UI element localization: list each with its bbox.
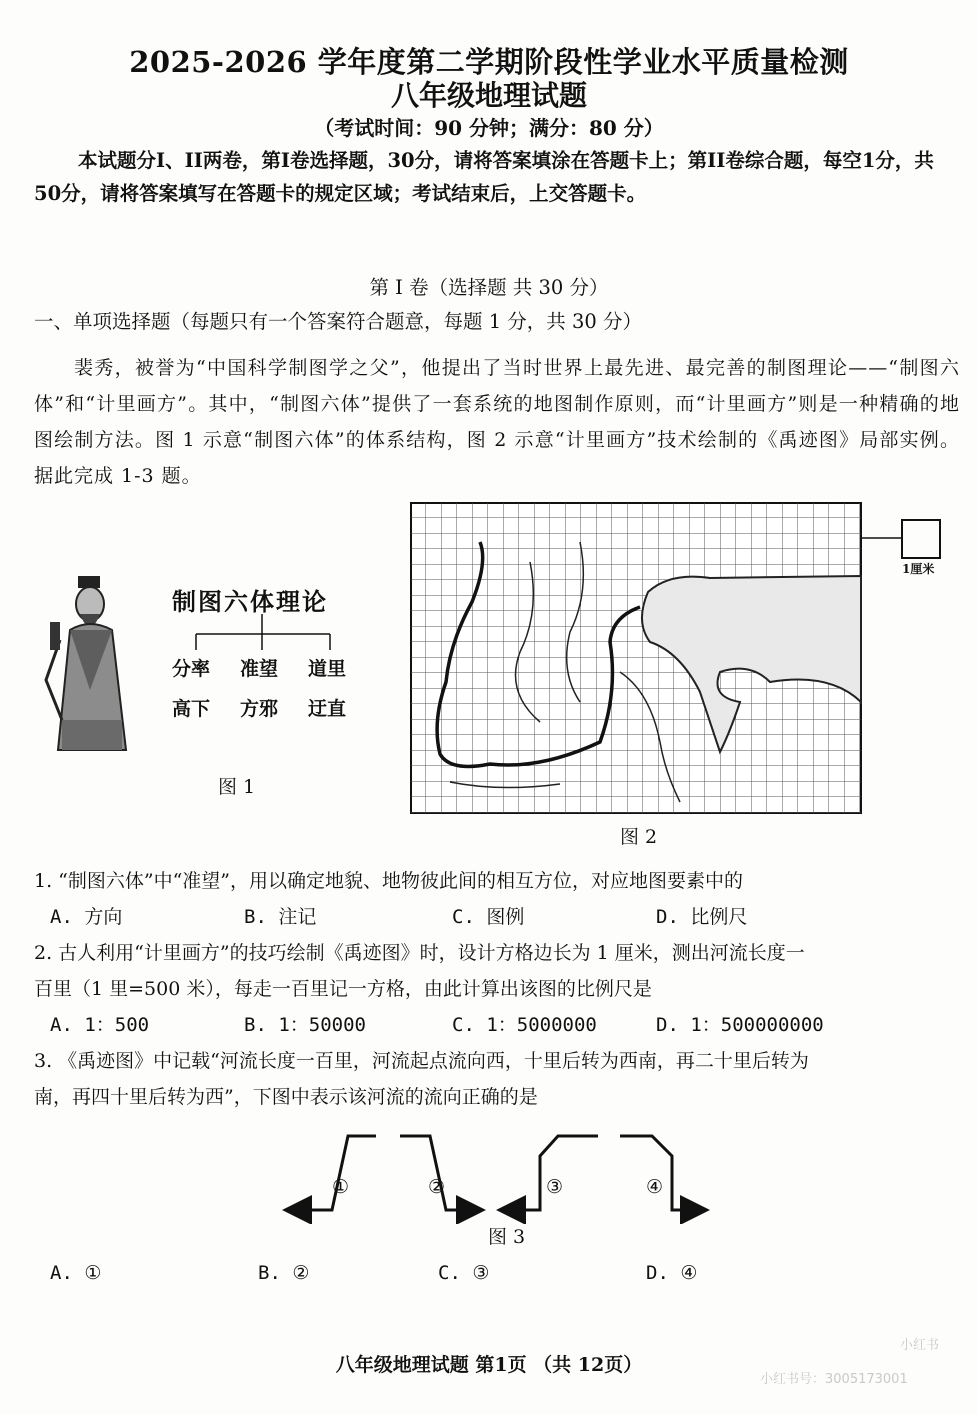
q2-option-b: B. 1：50000	[244, 1014, 366, 1036]
figure3-caption: 图 3	[488, 1226, 526, 1248]
river-path-3	[502, 1136, 598, 1210]
exam-title: 2025-2026 学年度第二学期阶段性学业水平质量检测	[129, 45, 849, 79]
q1-option-c: C. 图例	[452, 906, 525, 928]
q3-option-a: A. ①	[50, 1262, 102, 1284]
river-path-1	[288, 1136, 376, 1210]
section-title: 第 I 卷（选择题 共 30 分）	[369, 276, 609, 299]
exam-info: （考试时间：90 分钟；满分：80 分）	[314, 116, 664, 140]
exam-instructions: 本试题分I、II两卷，第I卷选择题，30分，请将答案填涂在答题卡上；第II卷综合题，每空1分，共50分，请将答案填写在答题卡的规定区域；考试结束后，上交答题卡。	[34, 149, 934, 205]
map-scale-label: 1厘米	[902, 562, 935, 576]
watermark-logo: 小红书	[900, 1338, 940, 1353]
q2-option-a: A. 1：500	[50, 1014, 150, 1036]
watermark-id: 小红书号：3005173001	[760, 1372, 908, 1387]
theory-item: 高下	[172, 698, 211, 720]
q3-option-d: D. ④	[646, 1262, 698, 1284]
yuji-map	[410, 502, 862, 814]
exam-subject-title: 八年级地理试题	[390, 79, 587, 112]
question-3-stem-line1: 3. 《禹迹图》中记载“河流长度一百里，河流起点流向西，十里后转为西南，再二十里后转为	[34, 1050, 809, 1072]
theory-item: 方邪	[240, 698, 279, 720]
theory-item: 迂直	[308, 698, 347, 720]
q1-option-a: A. 方向	[50, 906, 123, 928]
q1-option-b: B. 注记	[244, 906, 317, 928]
diagram-label-4: ④	[646, 1176, 664, 1198]
figure1-caption: 图 1	[218, 776, 256, 798]
q2-option-c: C. 1：5000000	[452, 1014, 597, 1036]
theory-item: 分率	[172, 658, 211, 680]
q3-option-c: C. ③	[438, 1262, 490, 1284]
theory-item: 道里	[308, 658, 347, 680]
pei-xiu-portrait	[40, 570, 140, 760]
question-2-stem-line1: 2. 古人利用“计里画方”的技巧绘制《禹迹图》时，设计方格边长为 1 厘米，测出河流长度一	[34, 942, 805, 964]
diagram-label-2: ②	[428, 1176, 446, 1198]
theory-title: 制图六体理论	[172, 588, 328, 616]
question-1-stem: 1. “制图六体”中“准望”，用以确定地貌、地物彼此间的相互方位，对应地图要素中的	[34, 870, 744, 892]
figure2-caption: 图 2	[620, 826, 658, 848]
reading-passage: 裴秀，被誉为“中国科学制图学之父”，他提出了当时世界上最先进、最完善的制图理论——“制图六体”和“计里画方”。其中，“制图六体”提供了一套系统的地图制作原则，而“计里画方”则是一种精确的地图绘制方法。图 1 示意“制图六体”的体系结构，图 2 示意“计里画方”技术绘制的《禹迹图》局部实例。据此完成 1-3 题。	[34, 357, 960, 487]
section-heading: 一、单项选择题（每题只有一个答案符合题意，每题 1 分，共 30 分）	[34, 310, 643, 333]
q3-option-b: B. ②	[258, 1262, 310, 1284]
theory-tree-lines	[190, 614, 350, 654]
q2-option-d: D. 1：500000000	[656, 1014, 824, 1036]
question-2-stem-line2: 百里（1 里=500 米），每走一百里记一方格，由此计算出该图的比例尺是	[34, 978, 652, 1000]
diagram-label-1: ①	[332, 1176, 350, 1198]
q1-option-d: D. 比例尺	[656, 906, 748, 928]
question-3-stem-line2: 南，再四十里后转为西”，下图中表示该河流的流向正确的是	[34, 1086, 538, 1108]
theory-item: 准望	[240, 658, 279, 680]
river-path-2	[400, 1136, 480, 1210]
diagram-label-3: ③	[546, 1176, 564, 1198]
page-footer: 八年级地理试题 第1页 （共 12页）	[335, 1354, 643, 1376]
river-path-4	[620, 1136, 704, 1210]
